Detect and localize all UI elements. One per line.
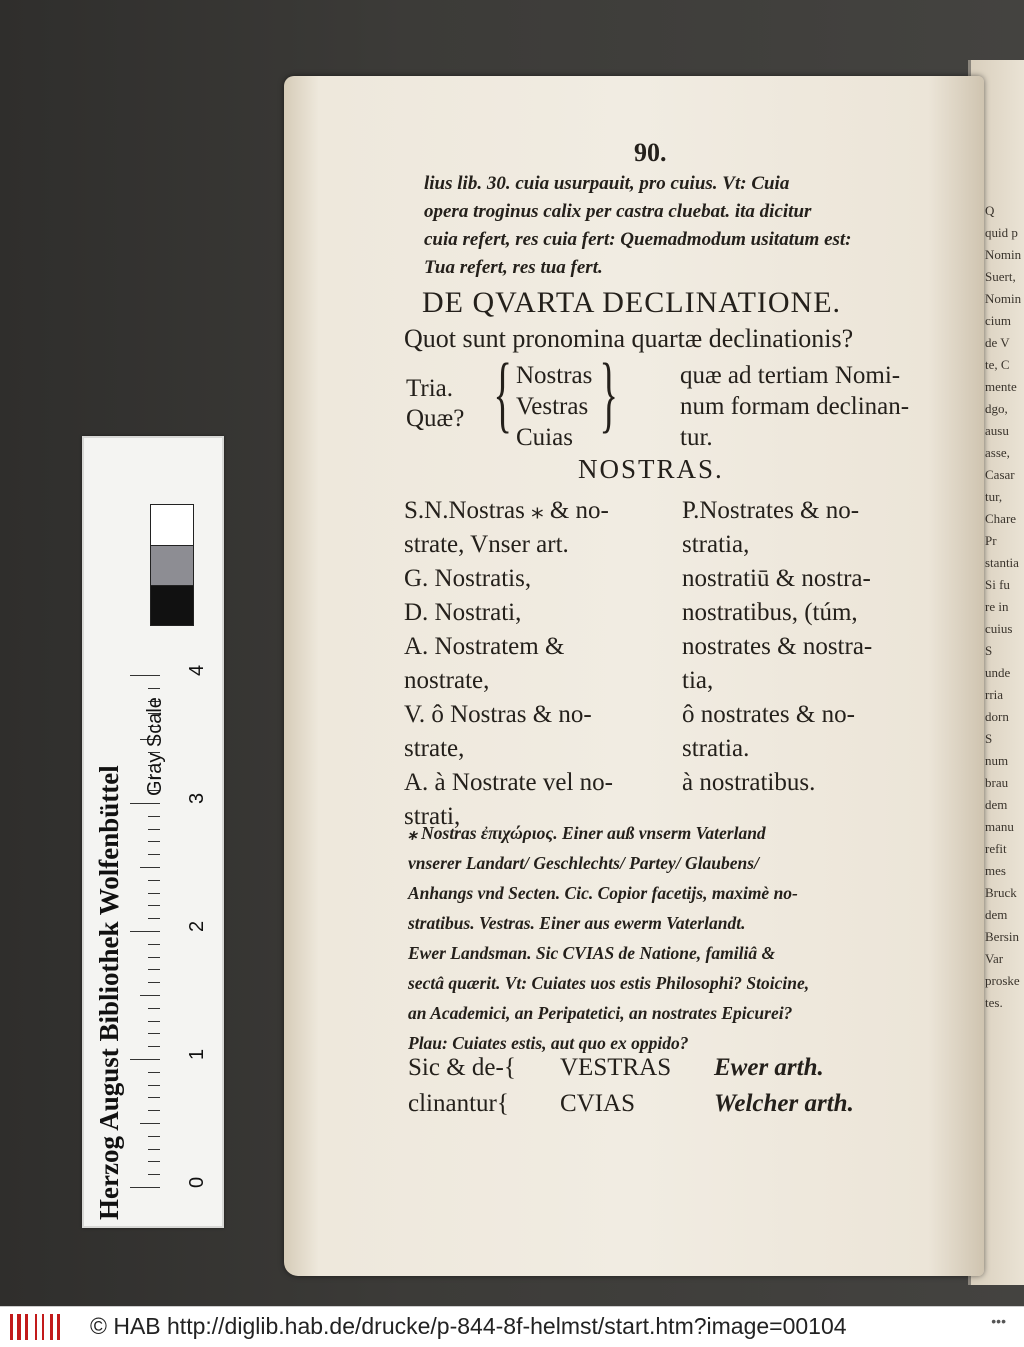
plural-form: stratia, <box>682 531 750 558</box>
ruler-tick <box>148 1149 160 1150</box>
ruler-tick <box>148 944 160 945</box>
ruler-title: Herzog August Bibliothek Wolfenbüttel <box>94 765 124 1220</box>
ruler-number: 4 <box>186 664 208 676</box>
ruler-tick <box>148 918 160 919</box>
intro-text <box>424 170 944 282</box>
ruler-tick <box>130 931 160 932</box>
ruler-number: 1 <box>186 1048 208 1060</box>
ruler-tick <box>130 803 160 804</box>
scale-ruler <box>82 436 224 1228</box>
pronoun-list <box>516 360 592 453</box>
declension-row <box>404 732 944 766</box>
singular-form: S.N.Nostras ⁎ & no- <box>404 497 609 524</box>
ruler-tick <box>140 867 160 868</box>
ruler-tick <box>148 957 160 958</box>
answer-right-line: tur. <box>680 424 713 451</box>
ruler-tick <box>148 1046 160 1047</box>
ruler-tick <box>148 1008 160 1009</box>
answer-left-line: Tria. <box>406 375 454 402</box>
singular-form: strate, Vnser art. <box>404 531 569 558</box>
ruler-tick <box>148 1174 160 1175</box>
ruler-tick <box>148 1085 160 1086</box>
ruler-tick <box>148 893 160 894</box>
gray-swatch-dark <box>150 584 194 626</box>
logo-bar <box>50 1314 53 1340</box>
ruler-tick <box>148 969 160 970</box>
logo-bar <box>25 1314 28 1340</box>
plural-form: stratia. <box>682 735 750 762</box>
declension-row <box>404 528 944 562</box>
logo-bar <box>35 1314 37 1340</box>
singular-form: strati, <box>404 803 461 830</box>
plural-form: nostratiū & nostra- <box>682 565 871 592</box>
pronoun-item: Cuias <box>516 424 573 451</box>
answer-right-line: num formam declinan- <box>680 393 910 420</box>
ruler-tick <box>148 1072 160 1073</box>
logo-bar <box>57 1314 60 1340</box>
hab-logo-icon <box>10 1314 72 1340</box>
ruler-tick <box>148 905 160 906</box>
declension-row <box>404 630 944 664</box>
ruler-tick <box>148 1110 160 1111</box>
logo-bar <box>17 1314 21 1340</box>
next-page-fragment: Q quid p Nomin Suert, Nomin cium de V te, C mente dgo, ausu asse, Casar tur, Chare Pr stantia Si fu re in cuius S unde rria dorn S num brau dem manu refit mes Bruck dem Bersin Var proske tes. <box>985 203 1022 1010</box>
pronoun-item: Vestras <box>516 393 589 420</box>
answer-left <box>406 374 464 434</box>
ruler-number: 0 <box>186 1176 208 1188</box>
singular-form: V. ô Nostras & no- <box>404 701 592 728</box>
ruler-tick <box>148 829 160 830</box>
ruler-tick <box>148 982 160 983</box>
intro-line: Tua refert, res tua fert. <box>424 257 603 278</box>
ruler-tick <box>148 816 160 817</box>
footnote-line: sectâ quærit. Vt: Cuiates uos estis Philosophi? Stoicine, <box>408 973 810 993</box>
declension-row <box>404 494 944 528</box>
plural-form: nostratibus, (túm, <box>682 599 858 626</box>
footnote-line: vnserer Landart/ Geschlechts/ Partey/ Glaubens/ <box>408 853 759 873</box>
sic-latin: VESTRAS <box>560 1054 672 1081</box>
footnote-line: Anhangs vnd Secten. Cic. Copior facetijs, maximè no- <box>408 883 798 903</box>
pronoun-item: Nostras <box>516 362 593 389</box>
answer-left-line: Quæ? <box>406 405 465 432</box>
nostras-title: NOSTRAS. <box>578 454 724 484</box>
sic-prefix: Sic & de-{ <box>408 1054 516 1081</box>
gray-scale-label: Gray Scale <box>144 697 166 796</box>
ruler-tick <box>148 1033 160 1034</box>
ruler-tick <box>148 688 160 689</box>
footnote <box>408 818 938 1058</box>
ruler-tick <box>148 1021 160 1022</box>
declension-row <box>404 562 944 596</box>
declension-row <box>404 766 944 800</box>
copyright-url[interactable]: © HAB http://diglib.hab.de/drucke/p-844-8f-helmst/start.htm?image=00104 <box>90 1313 847 1339</box>
footnote-line: Ewer Landsman. Sic CVIAS de Natione, familiâ & <box>408 943 776 963</box>
ruler-tick <box>148 1097 160 1098</box>
footnote-line: an Academici, an Peripatetici, an nostrates Epicurei? <box>408 1003 793 1023</box>
intro-line: cuia refert, res cuia fert: Quemadmodum usitatum est: <box>424 229 852 250</box>
singular-form: nostrate, <box>404 667 490 694</box>
declension-row <box>404 698 944 732</box>
gray-swatch-light <box>150 504 194 546</box>
logo-bar <box>42 1314 44 1340</box>
page-number: 90. <box>634 138 667 167</box>
answer-right <box>680 360 909 453</box>
ruler-tick <box>148 1161 160 1162</box>
sic-german: Welcher arth. <box>714 1090 854 1117</box>
question: Quot sunt pronomina quartæ declinationis? <box>404 324 854 353</box>
ruler-content <box>84 438 222 1226</box>
declension-row <box>404 664 944 698</box>
sic-row <box>408 1086 854 1122</box>
ruler-number: 2 <box>186 920 208 932</box>
footnote-line: Plau: Cuiates estis, aut quo ex oppido? <box>408 1033 689 1053</box>
section-heading: DE QVARTA DECLINATIONE. <box>422 286 842 319</box>
gray-swatch-mid <box>150 544 194 586</box>
answer-right-line: quæ ad tertiam Nomi- <box>680 362 901 389</box>
plural-form: nostrates & nostra- <box>682 633 873 660</box>
singular-form: G. Nostratis, <box>404 565 532 592</box>
ruler-tick <box>130 675 160 676</box>
logo-bar <box>10 1314 13 1340</box>
sic-german: Ewer arth. <box>714 1054 824 1081</box>
plural-form: P.Nostrates & no- <box>682 497 860 524</box>
footnote-line: stratibus. Vestras. Einer aus ewerm Vaterlandt. <box>408 913 746 933</box>
ruler-tick <box>140 1123 160 1124</box>
declension-table <box>404 494 944 834</box>
right-brace-icon: } <box>599 345 618 441</box>
singular-form: D. Nostrati, <box>404 599 522 626</box>
sic-latin: CVIAS <box>560 1090 636 1117</box>
sic-prefix: clinantur{ <box>408 1090 509 1117</box>
footer-bar <box>0 1306 1024 1347</box>
plural-form: ô nostrates & no- <box>682 701 855 728</box>
intro-line: lius lib. 30. cuia usurpauit, pro cuius. Vt: Cuia <box>424 173 790 194</box>
sic-block <box>408 1050 854 1122</box>
more-icon[interactable]: ••• <box>991 1313 1006 1329</box>
footnote-line: ⁎ Nostras ἐπιχώριος. Einer auß vnserm Vaterland <box>408 823 766 843</box>
singular-form: strate, <box>404 735 465 762</box>
ruler-tick <box>148 880 160 881</box>
ruler-tick <box>148 1136 160 1137</box>
ruler-tick <box>130 1187 160 1188</box>
ruler-tick <box>130 1059 160 1060</box>
declension-row <box>404 596 944 630</box>
plural-form: tia, <box>682 667 714 694</box>
ruler-tick <box>148 841 160 842</box>
intro-line: opera troginus calix per castra cluebat. ita dicitur <box>424 201 812 222</box>
ruler-number: 3 <box>186 792 208 804</box>
plural-form: à nostratibus. <box>682 769 816 796</box>
ruler-tick <box>140 995 160 996</box>
singular-form: A. Nostratem & <box>404 633 565 660</box>
sic-row <box>408 1050 854 1086</box>
ruler-tick <box>148 854 160 855</box>
left-brace-icon: { <box>493 345 512 441</box>
singular-form: A. à Nostrate vel no- <box>404 769 613 796</box>
